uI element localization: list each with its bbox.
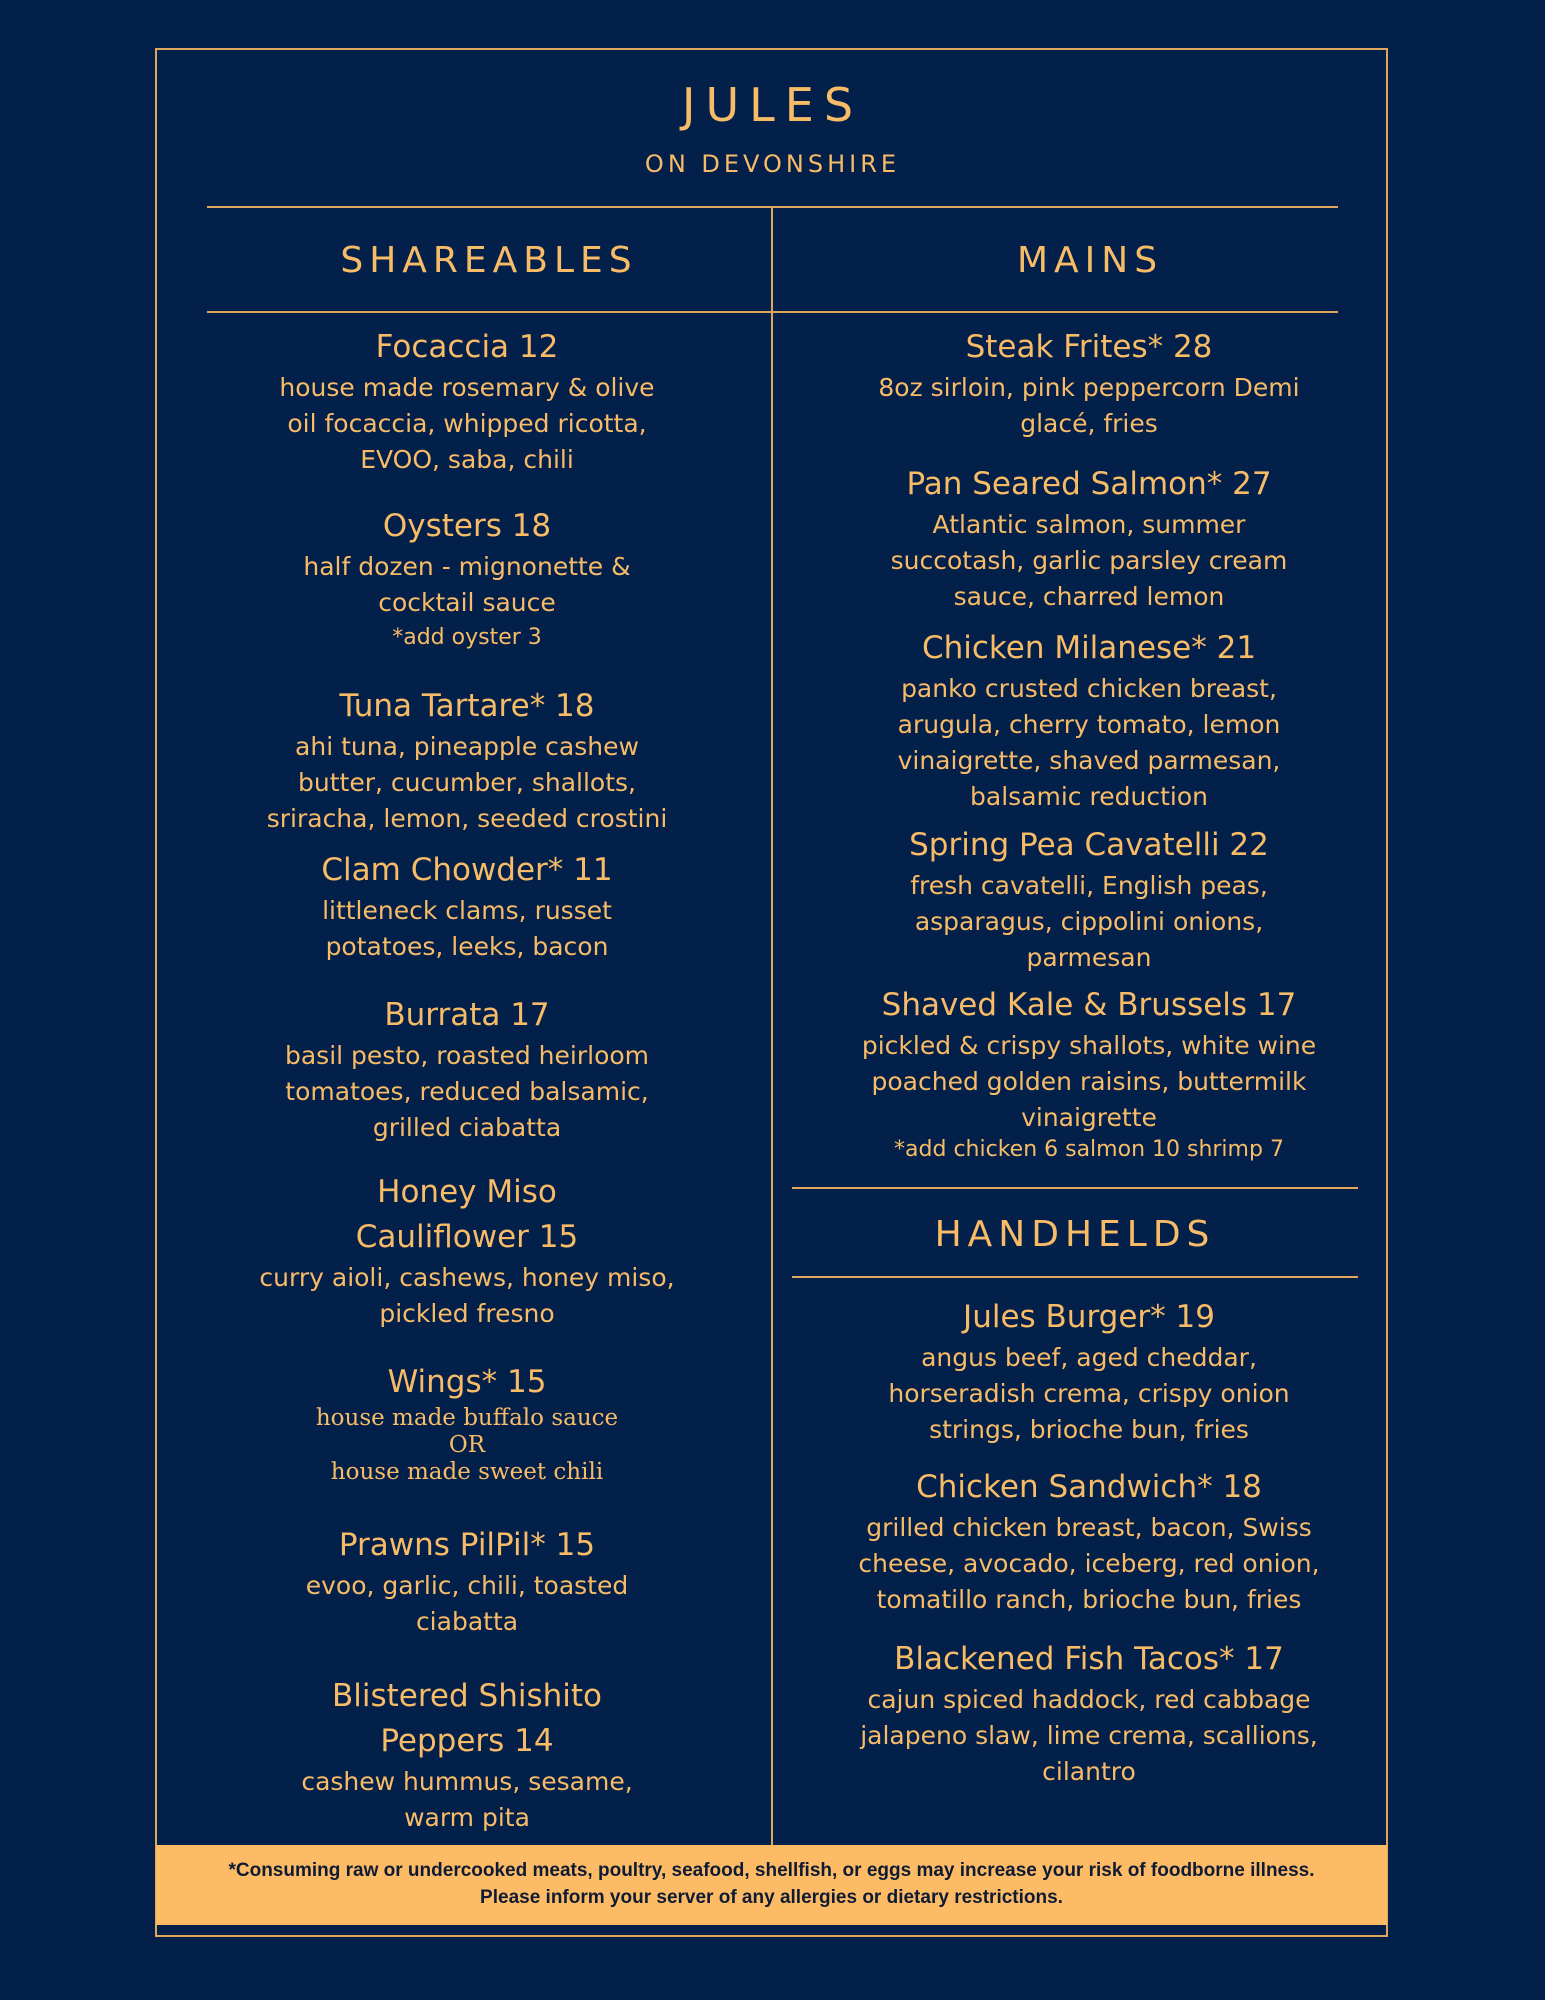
item-desc-line: EVOO, saba, chili (360, 445, 574, 474)
item-desc-line: 8oz sirloin, pink peppercorn Demi (878, 373, 1300, 402)
item-desc-line: OR (448, 1432, 486, 1458)
item-name: Steak Frites* 28 (965, 329, 1213, 365)
menu-item-burrata (217, 993, 717, 1146)
item-desc-line: horseradish crema, crispy onion (888, 1379, 1290, 1408)
item-desc-line: panko crusted chicken breast, (901, 674, 1277, 703)
menu-item-blackened-fish-tacos (819, 1637, 1359, 1790)
item-desc-line: ahi tuna, pineapple cashew (295, 732, 639, 761)
item-desc-line: house made rosemary & olive (279, 373, 655, 402)
item-desc-line: pickled & crispy shallots, white wine (861, 1031, 1317, 1060)
menu-item-oysters (217, 504, 717, 655)
disclaimer-line: *Consuming raw or undercooked meats, poultry, seafood, shellfish, or eggs may increase your risk of foodborne illness. (228, 1860, 1315, 1881)
menu-item-pan-seared-salmon (819, 462, 1359, 615)
item-desc-line: Atlantic salmon, summer (932, 510, 1246, 539)
item-desc-line: asparagus, cippolini onions, (914, 907, 1264, 936)
item-desc-line: littleneck clams, russet (322, 896, 612, 925)
divider-handhelds-top (792, 1187, 1358, 1189)
item-desc-line: ciabatta (415, 1607, 519, 1636)
item-name: Peppers 14 (380, 1723, 554, 1759)
item-desc-line: butter, cucumber, shallots, (298, 768, 636, 797)
item-note: *add chicken 6 salmon 10 shrimp 7 (894, 1137, 1284, 1162)
menu-item-chicken-sandwich (819, 1465, 1359, 1618)
menu-item-wings (217, 1360, 717, 1486)
menu-item-shaved-kale-brussels (819, 983, 1359, 1164)
item-desc-line: jalapeno slaw, lime crema, scallions, (860, 1721, 1318, 1750)
item-desc-line: half dozen - mignonette & (303, 552, 631, 581)
handhelds-title: HANDHELDS (934, 1214, 1216, 1255)
item-name: Tuna Tartare* 18 (339, 688, 595, 724)
item-desc-line: warm pita (404, 1803, 530, 1832)
disclaimer-line: Please inform your server of any allergies or dietary restrictions. (480, 1887, 1063, 1908)
menu-item-prawns-pilpil (217, 1523, 717, 1640)
divider-handhelds-bottom (792, 1276, 1358, 1278)
item-name: Focaccia 12 (375, 329, 559, 365)
item-desc-line: house made sweet chili (330, 1459, 604, 1485)
item-desc-line: cheese, avocado, iceberg, red onion, (858, 1549, 1320, 1578)
item-desc-line: evoo, garlic, chili, toasted (305, 1571, 629, 1600)
item-name: Blistered Shishito (331, 1678, 602, 1714)
menu-item-blistered-shishito (217, 1674, 717, 1836)
item-name: Shaved Kale & Brussels 17 (881, 987, 1297, 1023)
item-desc-line: tomatillo ranch, brioche bun, fries (876, 1585, 1302, 1614)
item-desc-line: oil focaccia, whipped ricotta, (287, 409, 647, 438)
item-desc-line: sriracha, lemon, seeded crostini (266, 804, 668, 833)
restaurant-subtitle: ON DEVONSHIRE (644, 150, 901, 178)
item-name: Jules Burger* 19 (963, 1299, 1215, 1335)
item-desc-line: strings, brioche bun, fries (929, 1415, 1249, 1444)
item-name: Wings* 15 (387, 1364, 547, 1400)
menu-item-steak-frites (819, 325, 1359, 442)
menu-item-clam-chowder (217, 848, 717, 965)
item-desc-line: fresh cavatelli, English peas, (910, 871, 1268, 900)
menu-item-chicken-milanese (819, 626, 1359, 815)
menu-item-spring-pea-cavatelli (819, 823, 1359, 976)
mains-title: MAINS (1016, 240, 1164, 281)
shareables-title: SHAREABLES (340, 240, 638, 281)
item-desc-line: arugula, cherry tomato, lemon (897, 710, 1281, 739)
column-divider (771, 207, 773, 1846)
menu-item-focaccia (217, 325, 717, 478)
item-name: Burrata 17 (384, 997, 550, 1033)
item-name: Prawns PilPil* 15 (338, 1527, 596, 1563)
item-desc-line: vinaigrette (1021, 1103, 1157, 1132)
item-desc-line: grilled ciabatta (372, 1113, 562, 1142)
item-desc-line: balsamic reduction (970, 782, 1208, 811)
item-desc-line: poached golden raisins, buttermilk (871, 1067, 1307, 1096)
item-desc-line: house made buffalo sauce (315, 1405, 619, 1431)
item-desc-line: vinaigrette, shaved parmesan, (897, 746, 1281, 775)
menu-item-honey-miso-cauliflower (217, 1170, 717, 1332)
item-name: Cauliflower 15 (355, 1219, 579, 1255)
item-desc-line: angus beef, aged cheddar, (921, 1343, 1257, 1372)
item-name: Blackened Fish Tacos* 17 (894, 1641, 1284, 1677)
item-desc-line: grilled chicken breast, bacon, Swiss (866, 1513, 1312, 1542)
item-desc-line: basil pesto, roasted heirloom (284, 1041, 650, 1070)
item-desc-line: cocktail sauce (378, 588, 556, 617)
item-desc-line: cajun spiced haddock, red cabbage (867, 1685, 1311, 1714)
item-name: Chicken Milanese* 21 (921, 630, 1257, 666)
item-desc-line: tomatoes, reduced balsamic, (285, 1077, 649, 1106)
item-name: Spring Pea Cavatelli 22 (909, 827, 1269, 863)
item-desc-line: glacé, fries (1020, 409, 1158, 438)
item-desc-line: potatoes, leeks, bacon (325, 932, 609, 961)
item-name: Clam Chowder* 11 (321, 852, 613, 888)
item-note: *add oyster 3 (392, 625, 542, 650)
item-desc-line: curry aioli, cashews, honey miso, (259, 1263, 675, 1292)
menu-item-jules-burger (819, 1295, 1359, 1448)
restaurant-name: JULES (681, 78, 864, 132)
item-desc-line: parmesan (1026, 943, 1152, 972)
item-desc-line: sauce, charred lemon (953, 582, 1225, 611)
allergy-disclaimer (156, 1845, 1387, 1925)
item-desc-line: cashew hummus, sesame, (301, 1767, 633, 1796)
item-desc-line: succotash, garlic parsley cream (890, 546, 1288, 575)
item-name: Oysters 18 (382, 508, 552, 544)
menu-item-tuna-tartare (217, 684, 717, 837)
item-desc-line: pickled fresno (379, 1299, 555, 1328)
item-desc-line: cilantro (1042, 1757, 1136, 1786)
item-name: Pan Seared Salmon* 27 (906, 466, 1272, 502)
item-name: Honey Miso (377, 1174, 557, 1210)
item-name: Chicken Sandwich* 18 (916, 1469, 1262, 1505)
